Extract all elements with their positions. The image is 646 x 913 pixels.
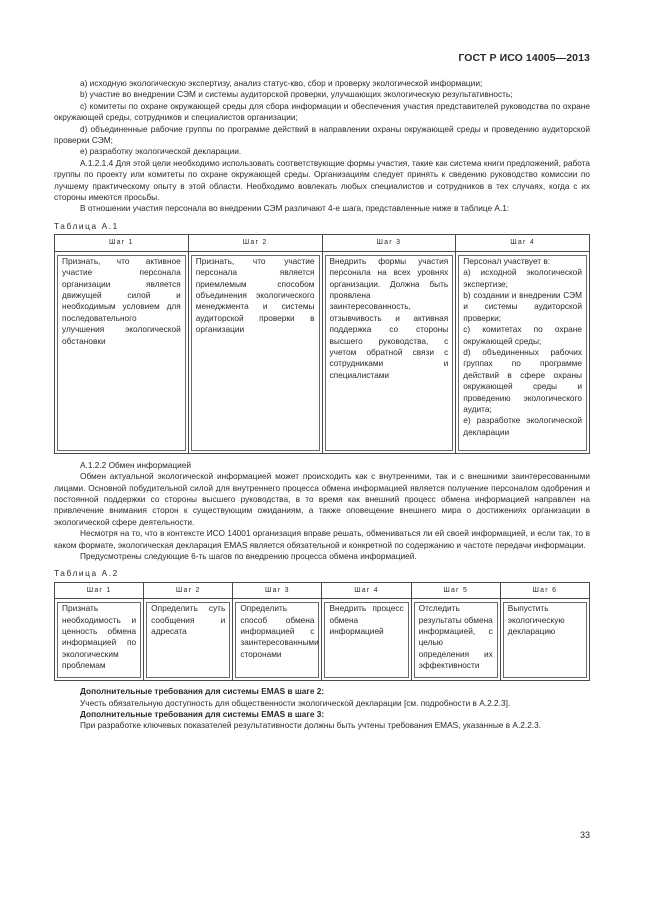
table-a1-cell-3: Внедрить формы участия персонала на всех уровнях организации. Должна быть проявлена заинтересованность, отзывчивость и активная поддержка со стороны высшего руководства, с учетом обратной связи с сотрудниками и специалистами bbox=[325, 255, 454, 451]
table-a2-cell-1: Признать необходимость и ценность обмена информацией по экологическим проблемам bbox=[57, 602, 141, 678]
table-a1-cell-4 bbox=[458, 255, 587, 451]
table-a1-header-1: Шаг 1 bbox=[55, 235, 189, 251]
table-a2-label: Таблица А.2 bbox=[54, 568, 119, 579]
paragraph-six-steps: Предусмотрены следующие 6-ть шагов по внедрению процесса обмена информацией. bbox=[80, 550, 417, 561]
table-a1-cell-1: Признать, что активное участие персонала организации является движущей силой и необходимым условием для последовательного улучшения экологической обстановки bbox=[57, 255, 186, 451]
table-a1-header-4: Шаг 4 bbox=[456, 235, 590, 251]
table-a2-cell-3: Определить способ обмена информацией с заинтересованными сторонами bbox=[235, 602, 319, 678]
table-a2-cell-6: Выпустить экологическую декларацию bbox=[503, 602, 587, 678]
table-a1-header-2: Шаг 2 bbox=[188, 235, 322, 251]
paragraph-info-exchange: Обмен актуальной экологической информацией может происходить как с внутренними, так и с внешними заинтересованными лицами. Основной побудительной силой для внутреннего процесса обмена информацией является получение персоналом одобрения и постоянной поддержки со стороны высшего руководства, в то время как внешний процесс обмена информацией направлен на привлечение внимания сторон к существующим ожиданиям, а также оповещение внешнего мира о достижениях организации в экологической сфере деятельности. bbox=[54, 471, 590, 527]
table-a2-header-3: Шаг 3 bbox=[233, 582, 322, 598]
table-a1-header-3: Шаг 3 bbox=[322, 235, 456, 251]
cell4-line: d) объединенных рабочих группах по программе действий в сфере охраны окружающей среды и проведению экологического аудита; bbox=[463, 346, 582, 414]
emas-heading-step2: Дополнительные требования для системы EMAS в шаге 2: bbox=[80, 686, 325, 697]
emas-text-step3: При разработке ключевых показателей результативности должны быть учтены требования EMAS, указанные в А.2.2.3. bbox=[80, 720, 542, 731]
table-a2-cell-5: Отследить результаты обмена информацией, с целью определения их эффективности bbox=[414, 602, 498, 678]
list-item-b: b) участие во внедрении СЭМ и системы аудиторской проверки, улучшающих экологическую результативность; bbox=[80, 89, 513, 100]
cell4-line: e) разработке экологической декларации bbox=[463, 415, 582, 437]
list-item-d: d) объединенные рабочие группы по программе действий в направлении охраны окружающей среды и проведению аудиторской проверки СЭМ; bbox=[54, 123, 590, 146]
cell4-line: c) комитетах по охране окружающей среды; bbox=[463, 324, 582, 346]
cell4-line: b) создании и внедрении СЭМ и системы аудиторской проверки; bbox=[463, 289, 582, 323]
paragraph-a1214: А.1.2.1.4 Для этой цели необходимо использовать соответствующие формы участия, такие как система книги предложений, работа группы по проекту или комитеты по охране окружающей среды. Организациям следует принять к сведению руководство комиссии по лучшему практическому опыту в этой области. Необходимо вовлекать любых специалистов и сотрудников в тех случаях, когда с их стороны имеются просьбы. bbox=[54, 157, 590, 203]
list-item-a: а) исходную экологическую экспертизу, анализ статус-кво, сбор и проверку экологической информации; bbox=[80, 78, 483, 88]
table-a1 bbox=[54, 234, 590, 453]
paragraph-table-intro: В отношении участия персонала во внедрении СЭМ различают 4-е шага, представленные ниже в таблице А.1: bbox=[80, 203, 510, 214]
table-a2-header-4: Шаг 4 bbox=[322, 582, 411, 598]
page-number: 33 bbox=[579, 830, 590, 840]
emas-heading-step3: Дополнительные требования для системы EMAS в шаге 3: bbox=[80, 708, 325, 719]
table-a2-header-2: Шаг 2 bbox=[144, 582, 233, 598]
table-a1-cell-2: Признать, что участие персонала является приемлемым способом объединения экологического менеджмента и системы аудиторской проверки в организации bbox=[191, 255, 320, 451]
table-a2-header-5: Шаг 5 bbox=[411, 582, 500, 598]
table-a2 bbox=[54, 582, 590, 681]
emas-text-step2: Учесть обязательную доступность для общественности экологической декларации [см. подробности в А.2.2.3]. bbox=[80, 697, 511, 708]
table-a2-cell-4: Внедрить процесс обмена информацией bbox=[324, 602, 408, 678]
list-item-e: e) разработку экологической декларации. bbox=[80, 146, 242, 157]
cell4-line: Персонал участвует в: bbox=[463, 255, 551, 266]
document-header: ГОСТ Р ИСО 14005—2013 bbox=[458, 52, 590, 64]
table-a1-label: Таблица А.1 bbox=[54, 220, 119, 231]
page-content bbox=[54, 78, 590, 732]
paragraph-iso14001: Несмотря на то, что в контексте ИСО 14001 организация вправе решать, обмениваться ли ей своей информацией, и если так, то в каком формате, экологическая декларация EMAS является обязательной и конкретной по содержанию и частоте передачи информации. bbox=[54, 528, 590, 550]
list-item-c: c) комитеты по охране окружающей среды для сбора информации и обеспечения участия представителей руководства по охране окружающей среды, сотрудников и специалистов организации; bbox=[54, 100, 590, 123]
table-a2-header-6: Шаг 6 bbox=[500, 582, 589, 598]
table-a2-cell-2: Определить суть сообщения и адресата bbox=[146, 602, 230, 678]
table-a2-header-1: Шаг 1 bbox=[55, 582, 144, 598]
cell4-line: а) исходной экологической экспертизе; bbox=[463, 267, 582, 289]
section-heading-a122: А.1.2.2 Обмен информацией bbox=[80, 459, 192, 470]
